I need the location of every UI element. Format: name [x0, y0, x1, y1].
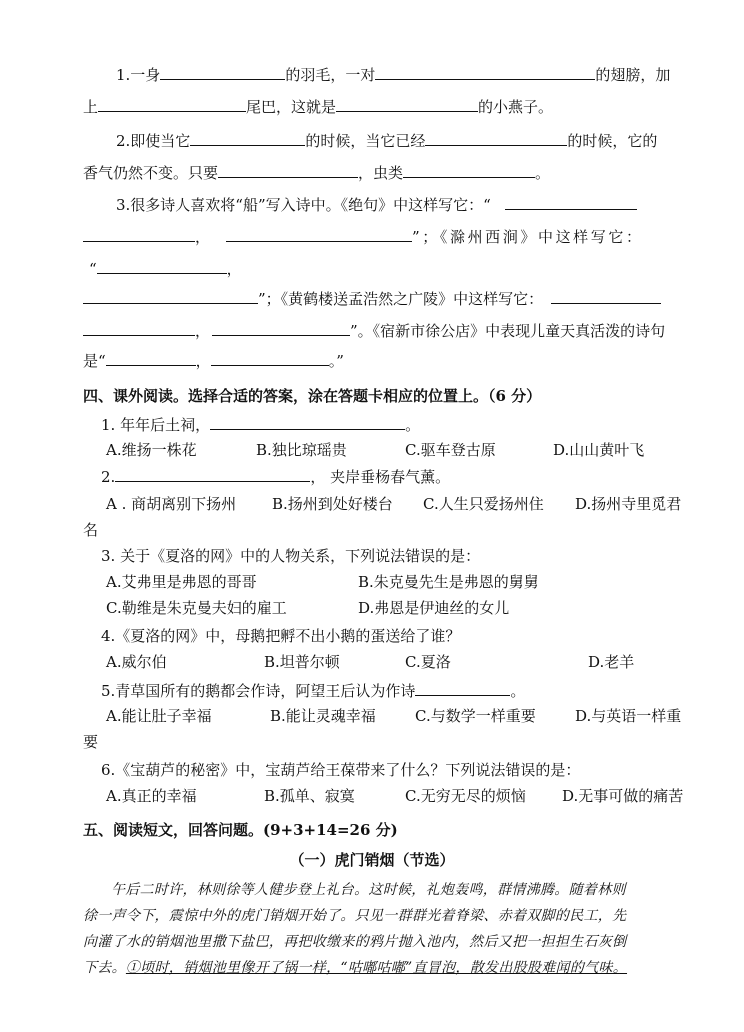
option-b[interactable]: B.独比琼瑶贵 [256, 441, 347, 459]
s4-q4-stem: 4.《夏洛的网》中，母鹅把孵不出小鹅的蛋送给了谁？ [101, 627, 461, 645]
option-b[interactable]: B.孤单、寂寞 [264, 787, 355, 805]
passage-line-4: 下去。①顷时，销烟池里像开了锅一样，“咕嘟咕嘟”直冒泡，散发出股股难闻的气味。 [83, 960, 628, 976]
section4-title: 四、课外阅读。选择合适的答案，涂在答题卡相应的位置上。（6 分） [83, 387, 542, 405]
passage-line-1: 午后二时许，林则徐等人健步登上礼台。这时候，礼炮轰鸣，群情沸腾。随着林则 [111, 882, 626, 898]
answer-blank[interactable] [218, 162, 358, 178]
passage-line-3: 向灌了水的销烟池里撒下盐巴，再把收缴来的鸦片抛入池内，然后又把一担担生石灰倒 [83, 934, 627, 950]
answer-blank[interactable] [403, 162, 535, 178]
option-c[interactable]: C.人生只爱扬州住 [423, 495, 544, 513]
option-d[interactable]: D.山山黄叶飞 [553, 441, 645, 459]
option-b[interactable]: B.坦普尔顿 [264, 653, 340, 671]
fill-q2-line2: 香气仍然不变。只要 ，虫类 。 [83, 164, 551, 182]
s4-q1-stem: 1. 年年后土祠， 。 [101, 416, 421, 434]
fill-q3-line3: “ ， [89, 260, 242, 278]
option-a[interactable]: A.威尔伯 [106, 653, 167, 671]
option-b[interactable]: B.朱克曼先生是弗恩的舅舅 [358, 573, 539, 591]
answer-blank[interactable] [106, 350, 196, 366]
underlined-sentence: ①顷时，销烟池里像开了锅一样，“咕嘟咕嘟”直冒泡，散发出股股难闻的气味。 [125, 960, 628, 976]
fill-q3-line4: ”；《黄鹤楼送孟浩然之广陵》中这样写它： [83, 288, 688, 308]
fill-q2-line1: 2.即使当它 的时候，当它已经 的时候，它的 [116, 132, 658, 150]
s4-q5-stem: 5.青草国所有的鹅都会作诗，阿望王后认为作诗 。 [101, 682, 526, 700]
fill-q3-line1: 3.很多诗人喜欢将“船”写入诗中。《绝句》中这样写它：“ [83, 194, 688, 214]
option-a[interactable]: A.真正的幸福 [106, 787, 197, 805]
answer-blank[interactable] [226, 226, 412, 242]
answer-blank[interactable] [336, 96, 478, 112]
option-d[interactable]: D.扬州寺里觅君 [575, 495, 682, 513]
option-a[interactable]: A . 商胡离别下扬州 [106, 495, 237, 513]
answer-blank[interactable] [97, 258, 227, 274]
option-a[interactable]: A.维扬一株花 [106, 441, 197, 459]
s4-q3-stem: 3. 关于《夏洛的网》中的人物关系，下列说法错误的是： [101, 547, 481, 565]
option-c[interactable]: C.夏洛 [405, 653, 451, 671]
answer-blank[interactable] [190, 130, 305, 146]
s4-q2-stem: 2. ， 夹岸垂杨春气薰。 [101, 468, 451, 486]
answer-blank[interactable] [551, 288, 661, 304]
answer-blank[interactable] [83, 320, 195, 336]
answer-blank[interactable] [211, 350, 329, 366]
answer-blank[interactable] [505, 194, 637, 210]
option-d[interactable]: D.与英语一样重 [575, 707, 682, 725]
answer-blank[interactable] [415, 680, 510, 696]
answer-blank[interactable] [210, 414, 405, 430]
option-b[interactable]: B.扬州到处好楼台 [272, 495, 393, 513]
option-wrap: 要 [83, 733, 99, 751]
fill-q3-line5: ， ”。《宿新市徐公店》中表现儿童天真活泼的诗句 [83, 320, 688, 340]
option-d[interactable]: D.弗恩是伊迪丝的女儿 [358, 599, 510, 617]
option-a[interactable]: A.能让肚子幸福 [106, 707, 212, 725]
option-d[interactable]: D.无事可做的痛苦 [562, 787, 684, 805]
answer-blank[interactable] [212, 320, 350, 336]
option-wrap: 名 [83, 521, 99, 539]
answer-blank[interactable] [425, 130, 567, 146]
fill-q1-line2: 上 尾巴，这就是 的小燕子。 [83, 98, 554, 116]
fill-q3-line6: 是“ ， 。” [83, 352, 344, 370]
s4-q6-stem: 6.《宝葫芦的秘密》中，宝葫芦给王葆带来了什么？下列说法错误的是： [101, 761, 581, 779]
option-c[interactable]: C.与数学一样重要 [415, 707, 536, 725]
answer-blank[interactable] [83, 288, 258, 304]
option-b[interactable]: B.能让灵魂幸福 [270, 707, 376, 725]
section5-title: 五、阅读短文，回答问题。(9+3+14=26 分) [83, 821, 398, 839]
passage-title: （一）虎门销烟（节选） [289, 851, 455, 869]
fill-q1-line1: 1.一身 的羽毛，一对 的翅膀，加 [116, 66, 671, 84]
answer-blank[interactable] [98, 96, 246, 112]
option-a[interactable]: A.艾弗里是弗恩的哥哥 [106, 573, 257, 591]
option-c[interactable]: C.无穷无尽的烦恼 [405, 787, 526, 805]
answer-blank[interactable] [160, 64, 285, 80]
answer-blank[interactable] [375, 64, 595, 80]
passage-line-2: 徐一声令下，震惊中外的虎门销烟开始了。只见一群群光着脊梁、赤着双脚的民工，先 [83, 908, 627, 924]
option-c[interactable]: C.驱车登古原 [405, 441, 496, 459]
option-d[interactable]: D.老羊 [588, 653, 635, 671]
option-c[interactable]: C.勒维是朱克曼夫妇的雇工 [106, 599, 287, 617]
answer-blank[interactable] [83, 226, 195, 242]
fill-q3-line2: ， ”；《滁州西涧》中这样写它： [83, 226, 688, 246]
answer-blank[interactable] [115, 466, 310, 482]
